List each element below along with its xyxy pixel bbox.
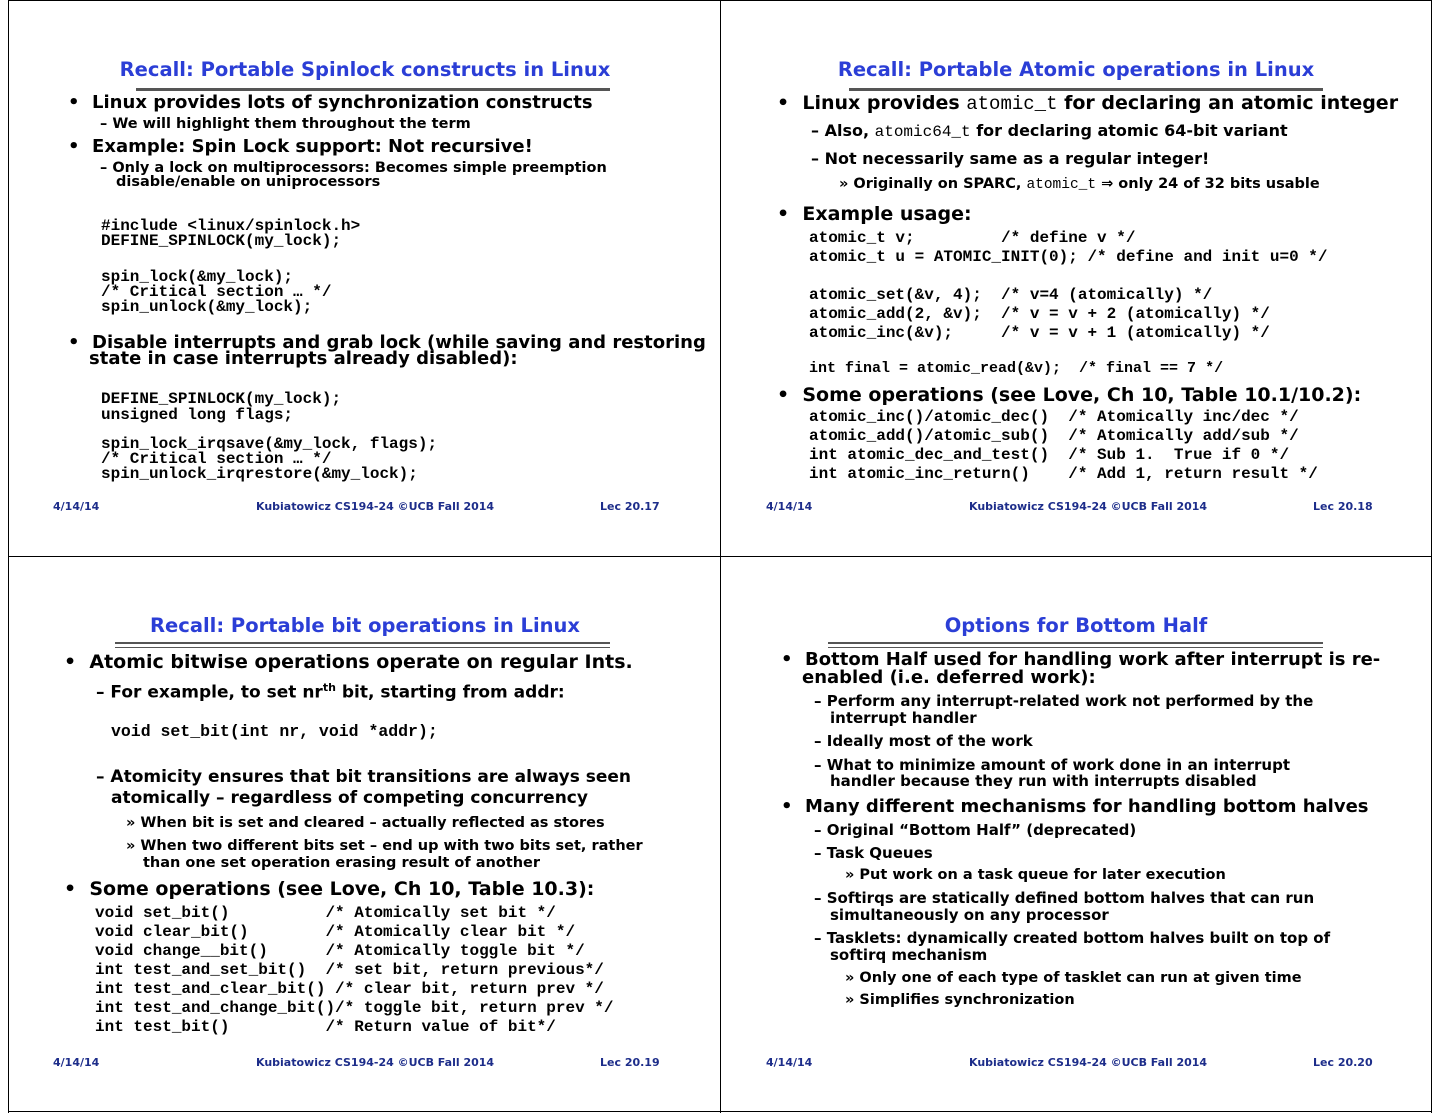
bullet: • Example: Spin Lock support: Not recursive!: [68, 136, 533, 157]
bullet: • Many different mechanisms for handling bottom halves: [781, 796, 1369, 817]
slide-atomic: [721, 2, 1431, 554]
sub-sub-bullet: » Put work on a task queue for later execution: [845, 867, 1226, 883]
slide-title: Recall: Portable Spinlock constructs in Linux: [119, 58, 611, 81]
sub-bullet: – Perform any interrupt-related work not performed by the: [814, 692, 1314, 710]
sub-sub-bullet-text: Originally on SPARC,: [853, 176, 1027, 192]
sub-bullet-text: for declaring atomic 64-bit variant: [970, 121, 1288, 140]
footer-course: Kubiatowicz CS194-24 ©UCB Fall 2014: [256, 500, 495, 513]
code-line: void clear_bit() /* Atomically clear bit */: [95, 923, 576, 941]
slide-title: Recall: Portable Atomic operations in Linux: [837, 58, 1315, 81]
sub-sub-bullet: » Only one of each type of tasklet can run at given time: [845, 970, 1302, 986]
code-line: DEFINE_SPINLOCK(my_lock);: [101, 232, 342, 250]
bullet-text: Some operations (see Love, Ch 10, Table 10.3):: [89, 878, 595, 900]
sub-bullet-text: For example, to set nr: [110, 682, 323, 703]
sub-bullet: – Also, atomic64_t for declaring atomic 64-bit variant: [811, 121, 1288, 141]
sub-bullet-text: We will highlight them throughout the term: [112, 116, 471, 132]
bullet-cont: enabled (i.e. deferred work):: [802, 667, 1096, 688]
footer-course: Kubiatowicz CS194-24 ©UCB Fall 2014: [969, 1056, 1208, 1069]
title-underline: [849, 88, 1323, 91]
sub-sub-bullet-text: Simplifies synchronization: [859, 992, 1075, 1008]
footer-date: 4/14/14: [766, 500, 813, 513]
footer-course: Kubiatowicz CS194-24 ©UCB Fall 2014: [256, 1056, 495, 1069]
superscript: th: [322, 681, 336, 694]
code-line: int test_and_set_bit() /* set bit, return previous*/: [95, 961, 604, 979]
bullet-cont: state in case interrupts already disabled):: [89, 348, 518, 369]
sub-bullet-text: What to minimize amount of work done in an interrupt: [826, 756, 1291, 774]
inline-code: atomic64_t: [874, 123, 971, 141]
bullet-text: Atomic bitwise operations operate on regular Ints.: [89, 651, 633, 673]
sub-bullet-text: Only a lock on multiprocessors: Becomes simple preemption: [112, 160, 607, 176]
slide-title: Options for Bottom Half: [944, 614, 1208, 637]
bullet-text: Disable interrupts and grab lock (while saving and restoring: [92, 332, 706, 353]
sub-bullet: – Tasklets: dynamically created bottom halves built on top of: [814, 929, 1331, 947]
footer-date: 4/14/14: [53, 500, 100, 513]
sub-bullet-text: Also,: [824, 121, 875, 140]
code-line: DEFINE_SPINLOCK(my_lock);: [101, 390, 342, 408]
sub-bullet-cont: handler because they run with interrupts disabled: [830, 772, 1257, 790]
sub-bullet-text: Task Queues: [826, 844, 933, 862]
inline-code: atomic_t: [966, 93, 1058, 115]
sub-bullet-cont: simultaneously on any processor: [830, 906, 1109, 924]
footer-lecture: Lec 20.20: [1313, 1056, 1373, 1069]
title-underline: [136, 88, 610, 91]
bullet-text: Some operations (see Love, Ch 10, Table 10.1/10.2):: [802, 384, 1362, 406]
bullet-text: Many different mechanisms for handling bottom halves: [805, 796, 1369, 817]
sub-sub-bullet-cont: than one set operation erasing result of another: [143, 855, 541, 871]
sub-sub-bullet: » Simplifies synchronization: [845, 992, 1075, 1008]
sub-bullet-cont: disable/enable on uniprocessors: [116, 174, 381, 190]
sub-sub-bullet: » Originally on SPARC, atomic_t ⇒ only 24 of 32 bits usable: [839, 176, 1320, 193]
sub-bullet: – Only a lock on multiprocessors: Becomes simple preemption: [100, 160, 607, 176]
sub-sub-bullet-text: When two different bits set – end up with two bits set, rather: [140, 838, 643, 854]
bullet-text: Example: Spin Lock support: Not recursive!: [92, 136, 533, 157]
code-line: spin_lock_irqsave(&my_lock, flags);: [101, 435, 438, 453]
code-line: void set_bit() /* Atomically set bit */: [95, 904, 556, 922]
code-line: void change__bit() /* Atomically toggle bit */: [95, 942, 585, 960]
sub-bullet: – Atomicity ensures that bit transitions are always seen: [96, 767, 632, 787]
sub-bullet: – Not necessarily same as a regular integer!: [811, 149, 1210, 168]
code-line: atomic_inc()/atomic_dec() /* Atomically inc/dec */: [809, 408, 1299, 426]
sub-bullet-text: Ideally most of the work: [826, 732, 1033, 750]
code-line: int test_and_change_bit()/* toggle bit, return prev */: [95, 999, 614, 1017]
bullet: • Disable interrupts and grab lock (while saving and restoring: [68, 332, 706, 353]
sub-sub-bullet: » When bit is set and cleared – actually reflected as stores: [126, 815, 605, 831]
code-line: atomic_set(&v, 4); /* v=4 (atomically) */: [809, 286, 1213, 304]
sub-sub-bullet-text: Put work on a task queue for later execution: [859, 867, 1226, 883]
sub-bullet-text: Tasklets: dynamically created bottom halves built on top of: [826, 929, 1331, 947]
bullet: • Linux provides atomic_t for declaring an atomic integer: [777, 92, 1399, 115]
code-line: int final = atomic_read(&v); /* final == 7 */: [809, 360, 1224, 377]
bullet: • Atomic bitwise operations operate on regular Ints.: [64, 651, 633, 673]
code-line: spin_unlock_irqrestore(&my_lock);: [101, 465, 418, 483]
bullet: • Some operations (see Love, Ch 10, Table 10.3):: [64, 878, 595, 900]
sub-bullet-text: Original “Bottom Half” (deprecated): [826, 821, 1137, 839]
sub-sub-bullet-text: ⇒ only 24 of 32 bits usable: [1096, 176, 1320, 192]
sub-bullet-text: Not necessarily same as a regular integer!: [824, 149, 1210, 168]
sub-bullet-cont: softirq mechanism: [830, 946, 988, 964]
slide-bottom-half: [721, 558, 1431, 1110]
code-line: atomic_add()/atomic_sub() /* Atomically add/sub */: [809, 427, 1299, 445]
footer-date: 4/14/14: [53, 1056, 100, 1069]
bullet-text: Linux provides: [802, 92, 967, 114]
footer-lecture: Lec 20.17: [600, 500, 660, 513]
code-line: int test_bit() /* Return value of bit*/: [95, 1018, 556, 1036]
sub-bullet: – Original “Bottom Half” (deprecated): [814, 821, 1137, 839]
sub-bullet: – For example, to set $nr^{th}$ bit, starting from addr:: [96, 681, 565, 703]
bullet: • Linux provides lots of synchronization constructs: [68, 92, 593, 113]
code-line: int atomic_dec_and_test() /* Sub 1. True if 0 */: [809, 446, 1290, 464]
slide-spinlock: [10, 2, 720, 554]
code-line: /* Critical section … */: [101, 283, 332, 301]
sub-sub-bullet: » When two different bits set – end up with two bits set, rather: [126, 838, 643, 854]
code-line: atomic_t u = ATOMIC_INIT(0); /* define and init u=0 */: [809, 248, 1328, 266]
sub-bullet: – Softirqs are statically defined bottom halves that can run: [814, 889, 1315, 907]
sub-bullet: – Ideally most of the work: [814, 732, 1033, 750]
sub-bullet-text: bit, starting from addr:: [335, 682, 565, 703]
sub-sub-bullet-text: Only one of each type of tasklet can run at given time: [859, 970, 1302, 986]
bullet: • Example usage:: [777, 203, 972, 225]
sub-bullet-text: Softirqs are statically defined bottom halves that can run: [826, 889, 1315, 907]
slide-bit-ops: [10, 558, 720, 1110]
code-line: spin_unlock(&my_lock);: [101, 298, 313, 316]
sub-bullet-cont: interrupt handler: [830, 709, 977, 727]
code-line: atomic_add(2, &v); /* v = v + 2 (atomically) */: [809, 305, 1270, 323]
sub-bullet-text: Perform any interrupt-related work not performed by the: [826, 692, 1314, 710]
code-line: atomic_inc(&v); /* v = v + 1 (atomically) */: [809, 324, 1270, 342]
footer-lecture: Lec 20.19: [600, 1056, 660, 1069]
code-line: spin_lock(&my_lock);: [101, 268, 294, 286]
code-line: atomic_t v; /* define v */: [809, 229, 1136, 247]
title-underline: [828, 642, 1323, 648]
left-border: [8, 0, 9, 1113]
footer-lecture: Lec 20.18: [1313, 500, 1373, 513]
bullet-text: Bottom Half used for handling work after interrupt is re-: [805, 649, 1381, 670]
slide-title: Recall: Portable bit operations in Linux: [150, 614, 580, 637]
sub-bullet: – What to minimize amount of work done in an interrupt: [814, 756, 1291, 774]
sub-bullet-text: Atomicity ensures that bit transitions are always seen: [110, 767, 632, 787]
code-line: int test_and_clear_bit() /* clear bit, return prev */: [95, 980, 604, 998]
footer-course: Kubiatowicz CS194-24 ©UCB Fall 2014: [969, 500, 1208, 513]
sub-bullet: – Task Queues: [814, 844, 933, 862]
footer-date: 4/14/14: [766, 1056, 813, 1069]
bullet: • Some operations (see Love, Ch 10, Table 10.1/10.2):: [777, 384, 1362, 406]
bullet-text: for declaring an atomic integer: [1057, 92, 1399, 114]
code-line: /* Critical section … */: [101, 450, 332, 468]
title-underline: [115, 642, 610, 648]
code-line: void set_bit(int nr, void *addr);: [111, 722, 438, 741]
sub-bullet-cont: atomically – regardless of competing concurrency: [111, 788, 588, 808]
code-line: #include <linux/spinlock.h>: [101, 217, 361, 235]
bullet-text: Example usage:: [802, 203, 972, 225]
bullet: • Bottom Half used for handling work after interrupt is re-: [781, 649, 1381, 670]
sub-bullet: – We will highlight them throughout the term: [100, 116, 471, 132]
code-line: int atomic_inc_return() /* Add 1, return result */: [809, 465, 1318, 483]
inline-code: atomic_t: [1026, 177, 1097, 193]
code-line: unsigned long flags;: [101, 406, 294, 424]
sub-sub-bullet-text: When bit is set and cleared – actually reflected as stores: [140, 815, 605, 831]
bullet-text: Linux provides lots of synchronization constructs: [92, 92, 593, 113]
right-border: [1431, 0, 1432, 1113]
